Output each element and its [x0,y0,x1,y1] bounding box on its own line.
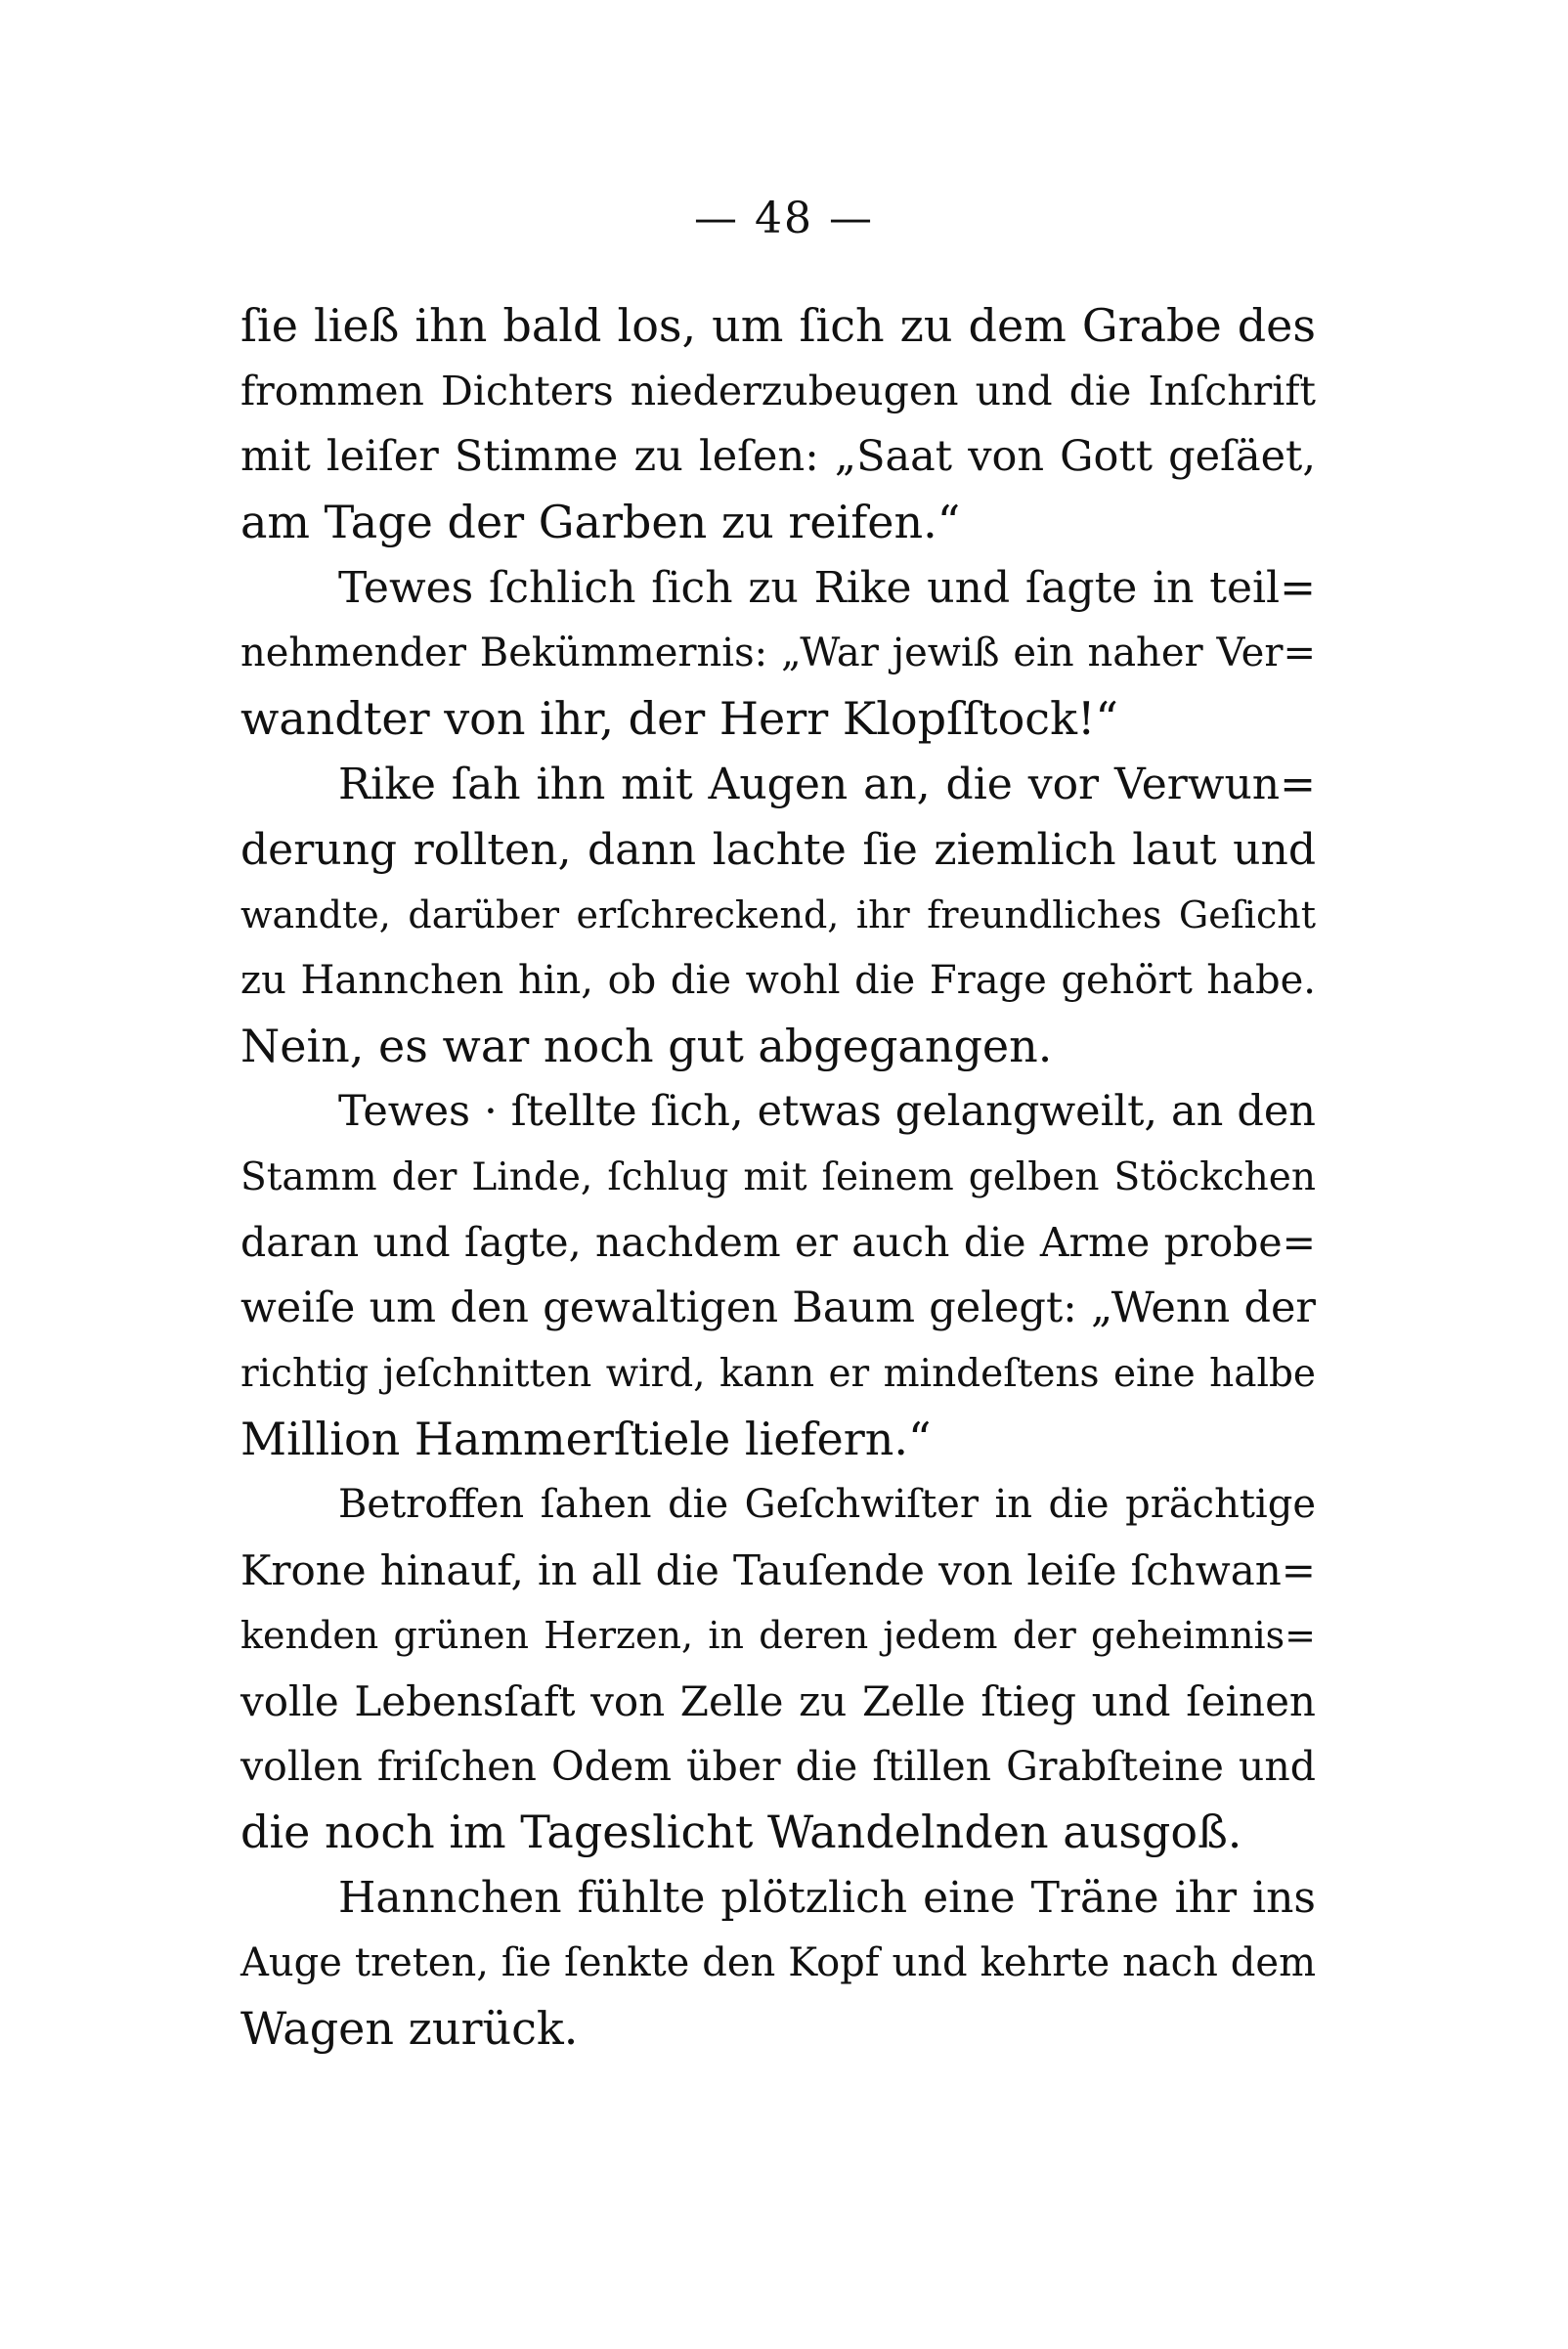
text-line: volle Lebensſaft von Zelle zu Zelle ſtieg und ſeinen [240,1677,1316,1725]
text-line: richtig jeſchnitten wird, kann er mindeſtens eine halbe [240,1352,1316,1396]
body-text [240,293,1316,2062]
text-line: Rike ſah ihn mit Augen an, die vor Verwun= [338,760,1316,809]
text-line: Wagen zurück. [240,2002,579,2055]
text-line: Tewes ſchlich ſich zu Rike und ſagte in teil= [338,563,1316,613]
text-line: am Tage der Garben zu reifen.“ [240,496,961,548]
text-line: Krone hinauf, in all die Tauſende von leiſe ſchwan= [240,1546,1316,1594]
text-line: Stamm der Linde, ſchlug mit ſeinem gelben Stöckchen [240,1155,1316,1199]
text-line: daran und ſagte, nachdem er auch die Arme probe= [240,1219,1316,1266]
text-line: Million Hammerſtiele liefern.“ [240,1413,932,1465]
text-line: zu Hannchen hin, ob die wohl die Frage gehört habe. [240,958,1316,1003]
text-line: wandte, darüber erſchreckend, ihr freundliches Geſicht [240,893,1316,936]
text-line: Nein, es war noch gut abgegangen. [240,1020,1053,1072]
text-line: Tewes · ſtellte ſich, etwas gelangweilt, an den [338,1087,1316,1136]
text-line: wandter von ihr, der Herr Klopſſtock!“ [240,692,1118,745]
text-line: ſie ließ ihn bald los, um ſich zu dem Grabe des [240,299,1316,352]
text-line: weiſe um den gewaltigen Baum gelegt: „Wenn der [240,1283,1316,1332]
page-number: — 48 — [694,194,874,243]
text-line: frommen Dichters niederzubeugen und die Inſchrift [240,368,1316,414]
text-line: Hannchen fühlte plötzlich eine Träne ihr ins [338,1873,1316,1923]
text-line: mit leiſer Stimme zu leſen: „Saat von Gott geſäet, [240,432,1316,481]
text-line: Betroffen ſahen die Geſchwiſter in die prächtige [338,1482,1316,1527]
text-line: derung rollten, dann lachte ſie ziemlich laut und [240,825,1316,875]
text-line: Auge treten, ſie ſenkte den Kopf und kehrte nach dem [240,1940,1316,1985]
text-line: vollen friſchen Odem über die ſtillen Grabſteine und [240,1743,1316,1790]
text-line: die noch im Tageslicht Wandelnden ausgoß. [240,1805,1242,1858]
text-line: nehmender Bekümmernis: „War jewiß ein naher Ver= [240,631,1316,675]
text-line: kenden grünen Herzen, in deren jedem der geheimnis= [240,1614,1316,1657]
